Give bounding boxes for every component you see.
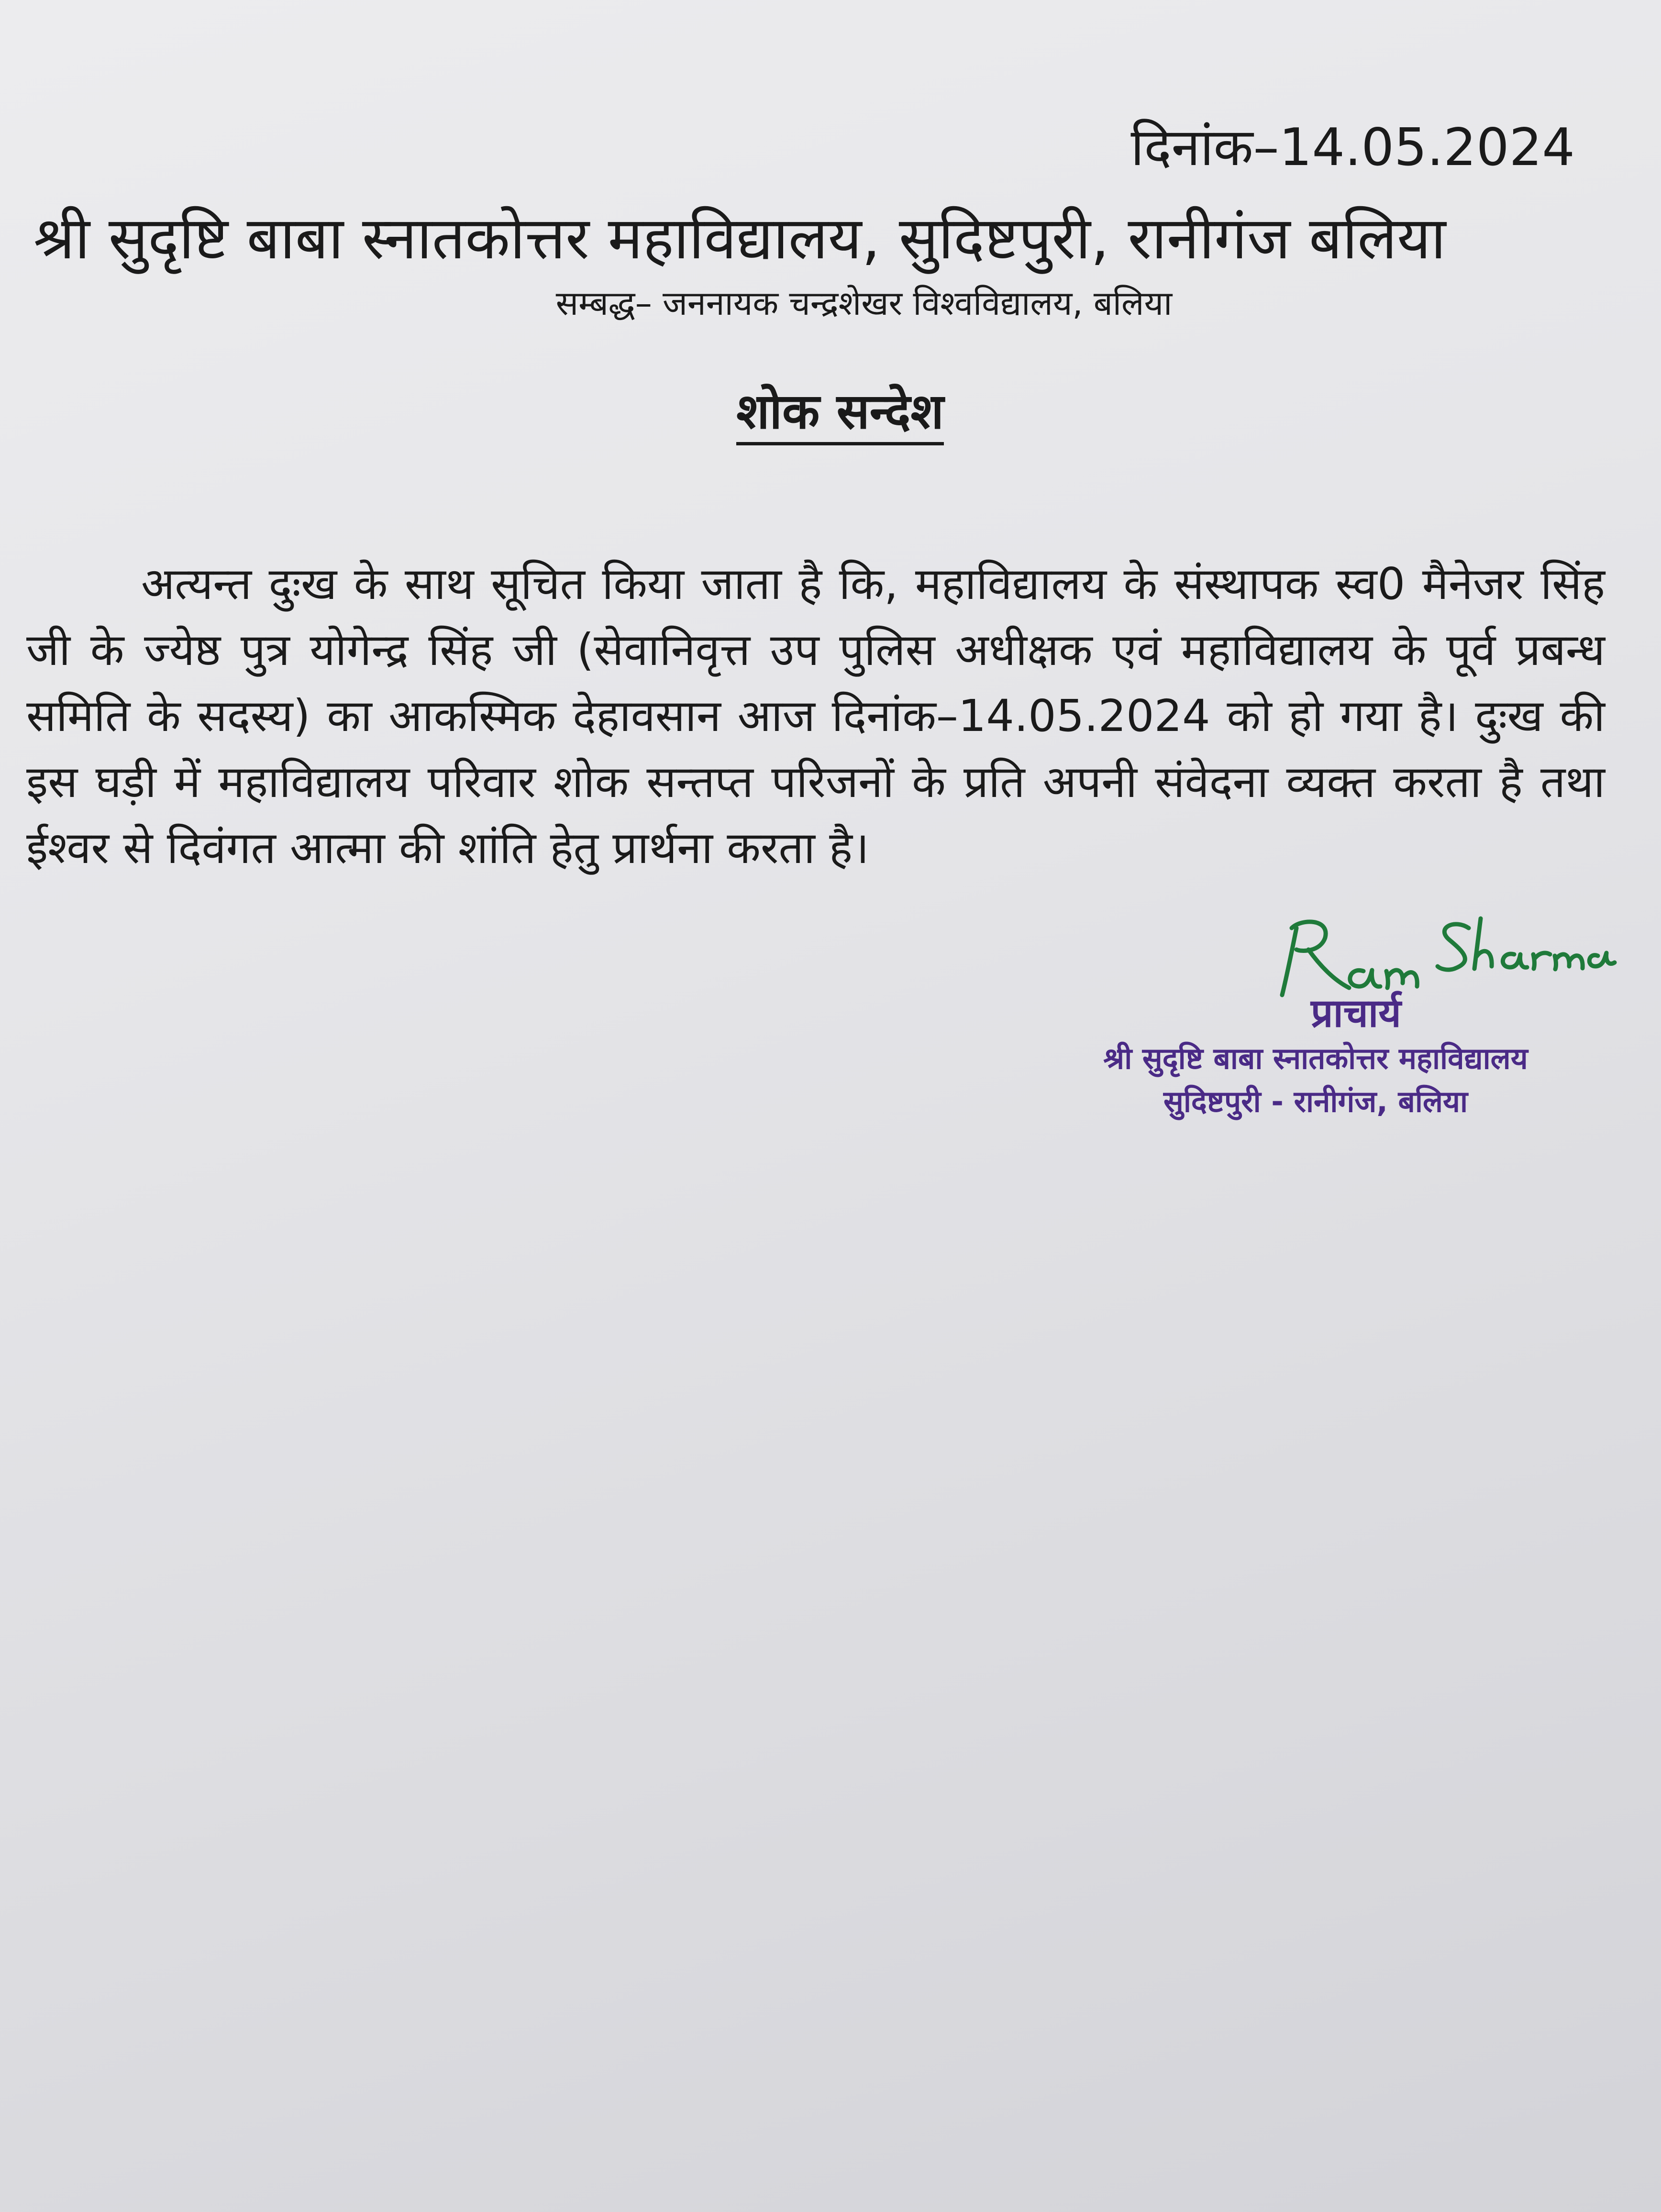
stamp-college-line: श्री सुदृष्टि बाबा स्नातकोत्तर महाविद्यालय (1103, 1041, 1528, 1076)
principal-stamp (1052, 990, 1579, 1123)
notice-body: अत्यन्त दुःख के साथ सूचित किया जाता है कि, महाविद्यालय के संस्थापक स्व0 मैनेजर सिंह जी के ज्येष्ठ पुत्र योगेन्द्र सिंह जी (सेवानिवृत्त उप पुलिस अधीक्षक एवं महाविद्यालय के पूर्व प्रबन्ध समिति के सदस्य) का आकस्मिक देहावसान आज दिनांक–14.05.2024 को हो गया है। दुःख की इस घड़ी में महाविद्यालय परिवार शोक सन्तप्त परिजनों के प्रति अपनी संवेदना व्यक्त करता है तथा ईश्वर से दिवंगत आत्मा की शांति हेतु प्रार्थना करता है। (26, 558, 1605, 874)
stamp-address-line: सुदिष्टपुरी - रानीगंज, बलिया (1163, 1084, 1468, 1119)
notice-title: शोक सन्देश (736, 383, 944, 445)
stamp-designation: प्राचार्य (1311, 991, 1401, 1036)
notice-date: दिनांक–14.05.2024 (1130, 118, 1575, 177)
college-name: श्री सुदृष्टि बाबा स्नातकोत्तर महाविद्यालय, सुदिष्टपुरी, रानीगंज बलिया (33, 204, 1446, 272)
notice-title-wrapper (0, 383, 1661, 441)
affiliation-line: सम्बद्ध– जननायक चन्द्रशेखर विश्वविद्यालय, बलिया (555, 284, 1173, 323)
